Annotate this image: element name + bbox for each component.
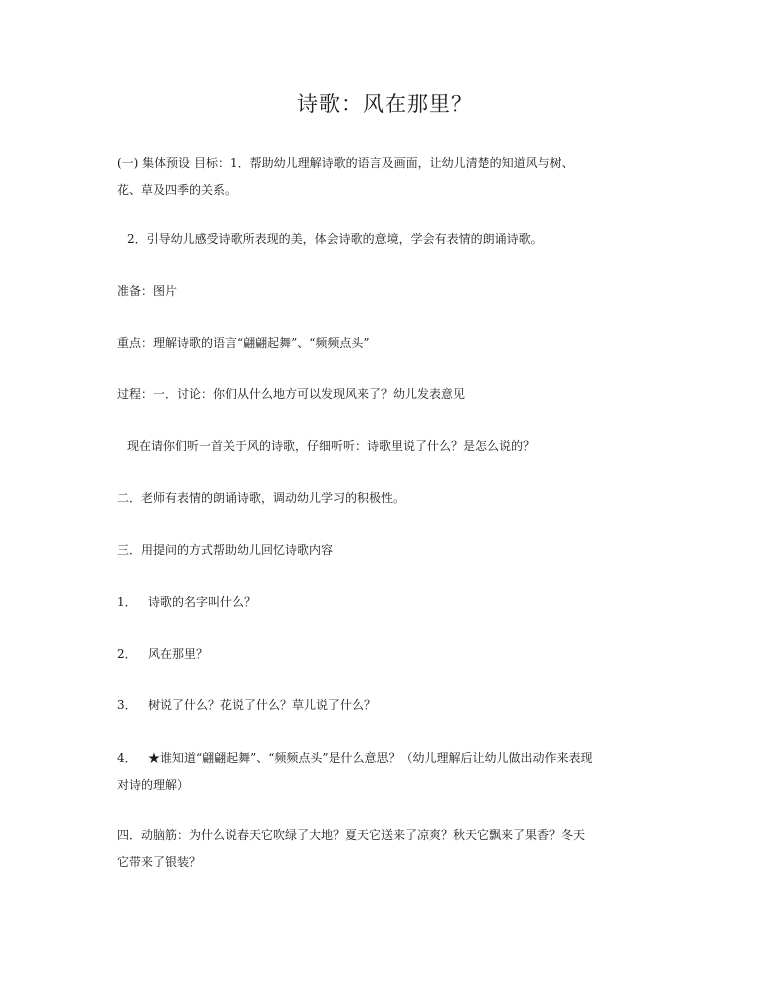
question-1 [117,589,657,616]
step-4-paragraph [117,822,657,876]
step-3-paragraph: 三．用提问的方式帮助幼儿回忆诗歌内容 [117,543,334,557]
question-text: 诗歌的名字叫什么？ [148,595,257,609]
question-text: ★谁知道“翩翩起舞”、“频频点头”是什么意思？（幼儿理解后让幼儿做出动作来表现 [148,751,593,765]
goal-2-paragraph: 2．引导幼儿感受诗歌所表现的美，体会诗歌的意境，学会有表情的朗诵诗歌。 [127,232,543,246]
listen-paragraph: 现在请你们听一首关于风的诗歌，仔细听听：诗歌里说了什么？是怎么说的？ [127,439,536,453]
process-paragraph: 过程：一．讨论：你们从什么地方可以发现风来了？幼儿发表意见 [117,387,466,401]
step-4-line-2: 它带来了银装？ [117,855,202,869]
step-2-paragraph: 二．老师有表情的朗诵诗歌，调动幼儿学习的积极性。 [117,491,406,505]
key-point-paragraph: 重点：理解诗歌的语言“翩翩起舞”、“频频点头” [117,336,370,350]
goal-line-1: (一) 集体预设 目标：1．帮助幼儿理解诗歌的语言及画面，让幼儿清楚的知道风与树、 [117,156,574,170]
question-4 [117,745,657,799]
question-3 [117,692,657,719]
question-number: 1． [117,595,137,609]
question-text: 风在那里？ [148,647,209,661]
preparation-paragraph: 准备：图片 [117,284,178,298]
step-4-line-1: 四．动脑筋：为什么说春天它吹绿了大地？夏天它送来了凉爽？秋天它飘来了果香？冬天 [117,828,586,842]
goal-paragraph [117,150,657,204]
question-4-line-2: 对诗的理解） [117,778,190,792]
goal-line-2: 花、草及四季的关系。 [117,183,238,197]
question-number: 3． [117,698,137,712]
document-title: 诗歌：风在那里？ [297,92,473,116]
question-number: 4． [117,751,137,765]
question-4-line-1 [117,745,657,772]
question-number: 2． [117,647,137,661]
question-text: 树说了什么？花说了什么？草儿说了什么？ [148,698,377,712]
question-2 [117,641,657,668]
